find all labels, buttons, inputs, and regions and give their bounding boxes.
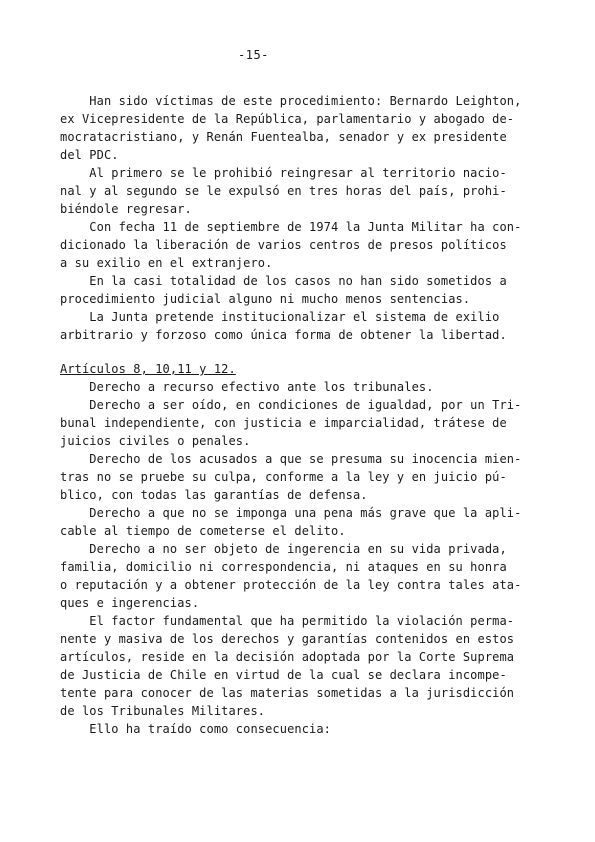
text-line: de Justicia de Chile en virtud de la cual se declara incompe- — [60, 668, 507, 682]
text-line: Ello ha traído como consecuencia: — [60, 722, 332, 736]
text-line: tras no se pruebe su culpa, conforme a la ley y en juicio pú- — [60, 470, 507, 484]
text-line: o reputación y a obtener protección de la ley contra tales ata- — [60, 578, 522, 592]
text-line: dicionado la liberación de varios centros de presos políticos — [60, 238, 507, 252]
text-line: cable al tiempo de cometerse el delito. — [60, 524, 346, 538]
text-line: Derecho a que no se imponga una pena más grave que la apli- — [60, 506, 522, 520]
text-line: Han sido víctimas de este procedimiento: Bernardo Leighton, — [60, 94, 522, 108]
text-line: biéndole regresar. — [60, 202, 192, 216]
text-line: artículos, reside en la decisión adoptada por la Corte Suprema — [60, 650, 515, 664]
section-heading: Artículos 8, 10,11 y 12. — [60, 362, 236, 376]
text-line: El factor fundamental que ha permitido la violación perma- — [60, 614, 515, 628]
text-line: bunal independiente, con justicia e imparcialidad, trátese de — [60, 416, 507, 430]
text-line: familia, domicilio ni correspondencia, ni ataques en su honra — [60, 560, 507, 574]
text-line: En la casi totalidad de los casos no han sido sometidos a — [60, 274, 507, 288]
text-line: ques e ingerencias. — [60, 596, 200, 610]
text-line: Derecho a no ser objeto de ingerencia en su vida privada, — [60, 542, 507, 556]
text-line: Con fecha 11 de septiembre de 1974 la Junta Militar ha con- — [60, 220, 522, 234]
text-line: juicios civiles o penales. — [60, 434, 251, 448]
page-number: -15- — [238, 48, 269, 62]
text-line: mocratacristiano, y Renán Fuentealba, senador y ex presidente — [60, 130, 507, 144]
text-line: procedimiento judicial alguno ni mucho menos sentencias. — [60, 292, 471, 306]
text-line: Derecho de los acusados a que se presuma su inocencia mien- — [60, 452, 522, 466]
text-line: Derecho a recurso efectivo ante los tribunales. — [60, 380, 434, 394]
text-line: tente para conocer de las materias sometidas a la jurisdicción — [60, 686, 515, 700]
text-line: nal y al segundo se le expulsó en tres horas del país, prohi- — [60, 184, 507, 198]
text-line: nente y masiva de los derechos y garantías contenidos en estos — [60, 632, 515, 646]
text-line: arbitrario y forzoso como única forma de obtener la libertad. — [60, 328, 507, 342]
text-line: La Junta pretende institucionalizar el sistema de exilio — [60, 310, 500, 324]
text-line: Al primero se le prohibió reingresar al territorio nacio- — [60, 166, 507, 180]
text-line: blico, con todas las garantías de defensa. — [60, 488, 368, 502]
text-line: del PDC. — [60, 148, 119, 162]
text-line: a su exilio en el extranjero. — [60, 256, 273, 270]
text-line: Derecho a ser oído, en condiciones de igualdad, por un Tri- — [60, 398, 522, 412]
text-line: de los Tribunales Militares. — [60, 704, 266, 718]
text-line: ex Vicepresidente de la República, parlamentario y abogado de- — [60, 112, 515, 126]
